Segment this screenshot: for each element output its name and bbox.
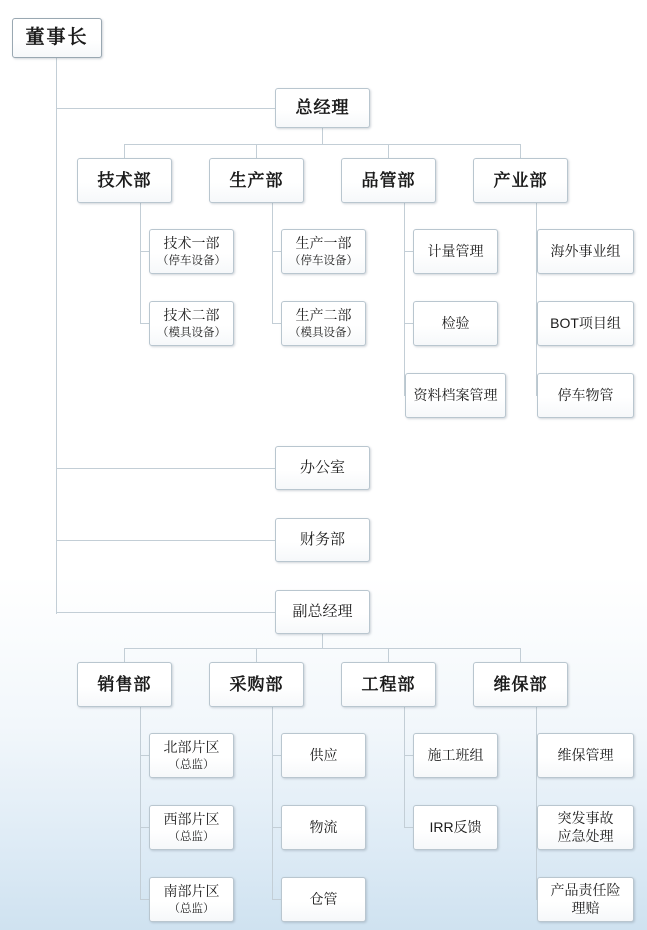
connector-chairman-to-finance — [56, 540, 275, 541]
connector-sales-trunk — [140, 707, 141, 899]
node-inspection[interactable] — [413, 301, 498, 346]
node-sales-dept[interactable] — [77, 662, 172, 707]
connector-deputygm-down — [322, 632, 323, 648]
connector-sales-to-west — [140, 827, 149, 828]
node-product-liability-claims[interactable] — [537, 877, 634, 922]
node-label: 突发事故 — [557, 810, 614, 826]
node-chairman[interactable] — [12, 18, 102, 58]
node-sublabel: （停车设备） — [157, 254, 226, 267]
node-deputy-general-manager[interactable] — [275, 590, 370, 634]
node-label: 海外事业组 — [550, 242, 621, 259]
node-overseas-business-group[interactable] — [537, 229, 634, 274]
connector-deputygm-bus-engineering — [388, 648, 389, 662]
node-general-manager[interactable] — [275, 88, 370, 128]
connector-qc-to-metrology — [404, 251, 413, 252]
node-north-region[interactable] — [149, 733, 234, 778]
node-label: 资料档案管理 — [413, 386, 498, 403]
connector-gm-bus-industry — [520, 144, 521, 158]
node-label: 总经理 — [295, 98, 350, 118]
node-label: 技术一部 — [163, 235, 220, 252]
node-industry-dept[interactable] — [473, 158, 568, 203]
node-finance-dept[interactable] — [275, 518, 370, 562]
node-label: 品管部 — [361, 170, 416, 190]
connector-chairman-to-deputygm — [56, 612, 275, 613]
node-engineering-dept[interactable] — [341, 662, 436, 707]
node-label: 物流 — [309, 818, 338, 835]
node-label: 工程部 — [361, 674, 416, 694]
node-label: 采购部 — [229, 674, 284, 694]
connector-deputygm-bus — [124, 648, 520, 649]
node-label: 停车物管 — [557, 386, 614, 403]
connector-purchase-to-logistics — [272, 827, 281, 828]
node-sublabel: （总监） — [168, 758, 215, 771]
connector-engineering-to-irr — [404, 827, 413, 828]
node-label: 生产二部 — [295, 307, 352, 324]
node-label: 产业部 — [493, 170, 548, 190]
node-south-region[interactable] — [149, 877, 234, 922]
node-sublabel: （总监） — [168, 830, 215, 843]
node-metrology-management[interactable] — [413, 229, 498, 274]
node-label: 检验 — [441, 314, 470, 331]
node-technology-dept[interactable] — [77, 158, 172, 203]
node-label: IRR反馈 — [429, 818, 482, 835]
node-production-div-1[interactable] — [281, 229, 366, 274]
connector-tech-trunk — [140, 203, 141, 323]
node-label: 董事长 — [25, 27, 89, 49]
node-parking-property-management[interactable] — [537, 373, 634, 418]
node-label: 生产一部 — [295, 235, 352, 252]
node-maintenance-dept[interactable] — [473, 662, 568, 707]
node-label: 北部片区 — [163, 739, 220, 756]
connector-deputygm-bus-sales — [124, 648, 125, 662]
node-technology-div-1[interactable] — [149, 229, 234, 274]
connector-tech-to-tech1 — [140, 251, 149, 252]
connector-deputygm-bus-maintenance — [520, 648, 521, 662]
node-label: 产品责任险 — [550, 882, 621, 898]
node-emergency-handling[interactable] — [537, 805, 634, 850]
node-label: 供应 — [309, 746, 338, 763]
connector-qc-to-inspection — [404, 323, 413, 324]
node-sublabel: （模具设备） — [157, 326, 226, 339]
node-label: 生产部 — [229, 170, 284, 190]
node-production-dept[interactable] — [209, 158, 304, 203]
connector-chairman-to-office — [56, 468, 275, 469]
connector-tech-to-tech2 — [140, 323, 149, 324]
connector-prod-to-prod2 — [272, 323, 281, 324]
node-label: 销售部 — [97, 674, 152, 694]
node-label: BOT项目组 — [550, 314, 621, 331]
node-production-div-2[interactable] — [281, 301, 366, 346]
node-label-line2: 应急处理 — [557, 827, 614, 844]
connector-purchase-to-warehouse — [272, 899, 281, 900]
node-construction-crew[interactable] — [413, 733, 498, 778]
node-label: 计量管理 — [427, 242, 484, 259]
connector-chairman-to-gm — [56, 108, 275, 109]
node-sublabel: （模具设备） — [289, 326, 358, 339]
node-label: 施工班组 — [427, 746, 484, 763]
connector-engineering-trunk — [404, 707, 405, 827]
node-label-line2: 理赔 — [571, 899, 600, 916]
node-technology-div-2[interactable] — [149, 301, 234, 346]
node-sublabel: （总监） — [168, 902, 215, 915]
connector-chairman-trunk — [56, 57, 57, 614]
node-quality-dept[interactable] — [341, 158, 436, 203]
connector-gm-bus-tech — [124, 144, 125, 158]
node-label: 副总经理 — [292, 602, 353, 620]
connector-gm-bus-qc — [388, 144, 389, 158]
connector-gm-bus — [124, 144, 520, 145]
node-label: 技术部 — [97, 170, 152, 190]
connector-purchase-to-supply — [272, 755, 281, 756]
connector-engineering-to-crew — [404, 755, 413, 756]
node-label: 西部片区 — [163, 811, 220, 828]
node-label: 财务部 — [299, 530, 345, 548]
node-bot-project-group[interactable] — [537, 301, 634, 346]
connector-sales-to-north — [140, 755, 149, 756]
node-label: 维保管理 — [557, 746, 614, 763]
node-warehouse[interactable] — [281, 877, 366, 922]
node-label: 办公室 — [299, 458, 345, 476]
node-maintenance-management[interactable] — [537, 733, 634, 778]
node-label: 技术二部 — [163, 307, 220, 324]
connector-gm-down — [322, 128, 323, 144]
node-purchasing-dept[interactable] — [209, 662, 304, 707]
connector-prod-to-prod1 — [272, 251, 281, 252]
node-office[interactable] — [275, 446, 370, 490]
node-label: 仓管 — [309, 890, 338, 907]
node-irr-feedback[interactable] — [413, 805, 498, 850]
node-west-region[interactable] — [149, 805, 234, 850]
connector-qc-trunk — [404, 203, 405, 395]
node-logistics[interactable] — [281, 805, 366, 850]
connector-deputygm-bus-purchase — [256, 648, 257, 662]
connector-gm-bus-prod — [256, 144, 257, 158]
node-sublabel: （停车设备） — [289, 254, 358, 267]
node-archive-management[interactable] — [405, 373, 506, 418]
connector-purchase-trunk — [272, 707, 273, 899]
node-label: 南部片区 — [163, 883, 220, 900]
connector-sales-to-south — [140, 899, 149, 900]
connector-prod-trunk — [272, 203, 273, 323]
node-label: 维保部 — [493, 674, 548, 694]
node-supply[interactable] — [281, 733, 366, 778]
